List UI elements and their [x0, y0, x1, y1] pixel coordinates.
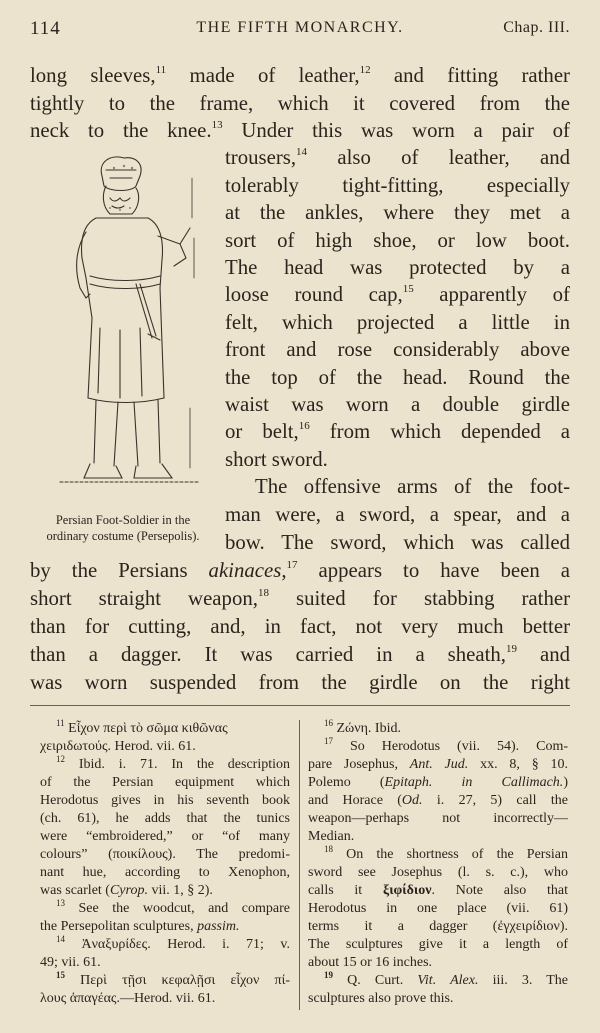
body-line: loose round cap,$^{15}$ apparently of [225, 283, 570, 306]
footnote-line: $^{15}$ Περὶ τῇσι κεφαλῇσι εἶχον πί- [56, 970, 291, 988]
footnote-line: $^{16}$ Ζώνη. Ibid. [324, 718, 401, 736]
body-line: the top of the head. Round the [225, 366, 570, 389]
footnote-line: λους ἀπαγέας.—Herod. vii. 61. [40, 991, 216, 1006]
footnote-line: calls it ξιφίδιον. Note also that [308, 883, 569, 898]
body-line: man were, a sword, a spear, and a [225, 503, 570, 526]
footnote-line: $^{18}$ On the shortness of the Persian [324, 844, 569, 862]
figure-caption-line: Persian Foot-Soldier in the [55, 513, 191, 527]
figure-caption-line: ordinary costume (Persepolis). [46, 529, 200, 543]
footnote-line: The sculptures give it a length of [308, 937, 568, 952]
body-line: The offensive arms of the foot- [255, 475, 570, 498]
footnote-line: $^{12}$ Ibid. i. 71. In the description [56, 754, 291, 772]
body-line: short sword. [225, 448, 328, 471]
page-number: 114 [30, 18, 61, 39]
body-line: was worn suspended from the girdle on the right [30, 671, 570, 694]
footnote-line: weapon—perhaps not incorrectly— [308, 811, 568, 826]
footnote-line: $^{13}$ See the woodcut, and compare [56, 898, 290, 916]
footnote-line: colours” (ποικίλους). The predomi- [40, 847, 290, 862]
footnote-line: $^{19}$ Q. Curt. Vit. Alex. iii. 3. The [324, 970, 569, 988]
footnote-column-separator [299, 720, 300, 1010]
running-header [30, 18, 570, 42]
body-line: neck to the knee.$^{13}$ Under this was worn a pair of [30, 119, 570, 142]
footnote-line: χειριδωτούς. Herod. vii. 61. [40, 739, 196, 754]
body-line: front and rose considerably above [225, 338, 570, 361]
footnote-line: and Horace (Od. i. 27, 5) call the [308, 793, 568, 808]
footnote-line: nant hue, according to Xenophon, [40, 865, 290, 880]
footnote-line: Median. [308, 829, 355, 844]
body-line: short straight weapon,$^{18}$ suited for stabbing rather [30, 587, 570, 610]
footnote-line: $^{11}$ Εἶχον περὶ τὸ σῶμα κιθῶνας [56, 718, 228, 736]
body-line: trousers,$^{14}$ also of leather, and [225, 146, 570, 169]
footnote-rule [30, 705, 570, 706]
body-line: waist was worn a double girdle [225, 393, 570, 416]
footnote-line: Herodotus gives in his seventh book [40, 793, 290, 808]
body-line: tightly to the frame, which it covered from the [30, 92, 570, 115]
body-line: bow. The sword, which was called [225, 531, 570, 554]
body-line: The head was protected by a [225, 256, 570, 279]
footnote-line: was scarlet (Cyrop. vii. 1, § 2). [40, 883, 213, 898]
chapter-label: Chap. III. [503, 19, 570, 36]
footnote-line: sculptures also prove this. [308, 991, 454, 1006]
body-line: or belt,$^{16}$ from which depended a [225, 420, 570, 443]
footnote-line: sword see Josephus (l. s. c.), who [308, 865, 568, 880]
body-line: at the ankles, where they met a [225, 201, 570, 224]
footnote-line: terms it a dagger (ἐγχειρίδιον). [308, 919, 568, 934]
footnote-line: were “embroidered,” or “of many [40, 829, 290, 844]
footnote-line: $^{17}$ So Herodotus (vii. 54). Com- [324, 736, 569, 754]
body-line: by the Persians akinaces,$^{17}$ appears to have been a [30, 559, 570, 582]
footnote-line: (ch. 61), he adds that the tunics [40, 811, 290, 826]
running-title: THE FIFTH MONARCHY. [196, 19, 404, 36]
body-line: tolerably tight-fitting, especially [225, 174, 570, 197]
footnote-line: pare Josephus, Ant. Jud. xx. 8, § 10. [308, 757, 568, 772]
footnote-line: Herodotus in one place (vii. 61) [308, 901, 568, 916]
persian-foot-soldier-figure [40, 148, 220, 503]
body-line: sort of high shoe, or low boot. [225, 229, 570, 252]
footnote-line: of the Persian equipment which [40, 775, 290, 790]
body-line: than a dagger. It was carried in a sheath,$^{19}$ and [30, 643, 571, 666]
body-line: felt, which projected a little in [225, 311, 570, 334]
footnote-line: $^{14}$ Ἀναξυρίδες. Herod. i. 71; v. [56, 934, 290, 952]
body-line: long sleeves,$^{11}$ made of leather,$^{12}$ and fitting rather [30, 64, 570, 87]
body-line: than for cutting, and, in fact, not very much better [30, 615, 570, 638]
footnote-line: the Persepolitan sculptures, passim. [40, 919, 240, 934]
footnote-line: 49; vii. 61. [40, 955, 101, 970]
footnote-line: about 15 or 16 inches. [308, 955, 433, 970]
footnote-line: Polemo (Epitaph. in Callimach.) [308, 775, 568, 790]
